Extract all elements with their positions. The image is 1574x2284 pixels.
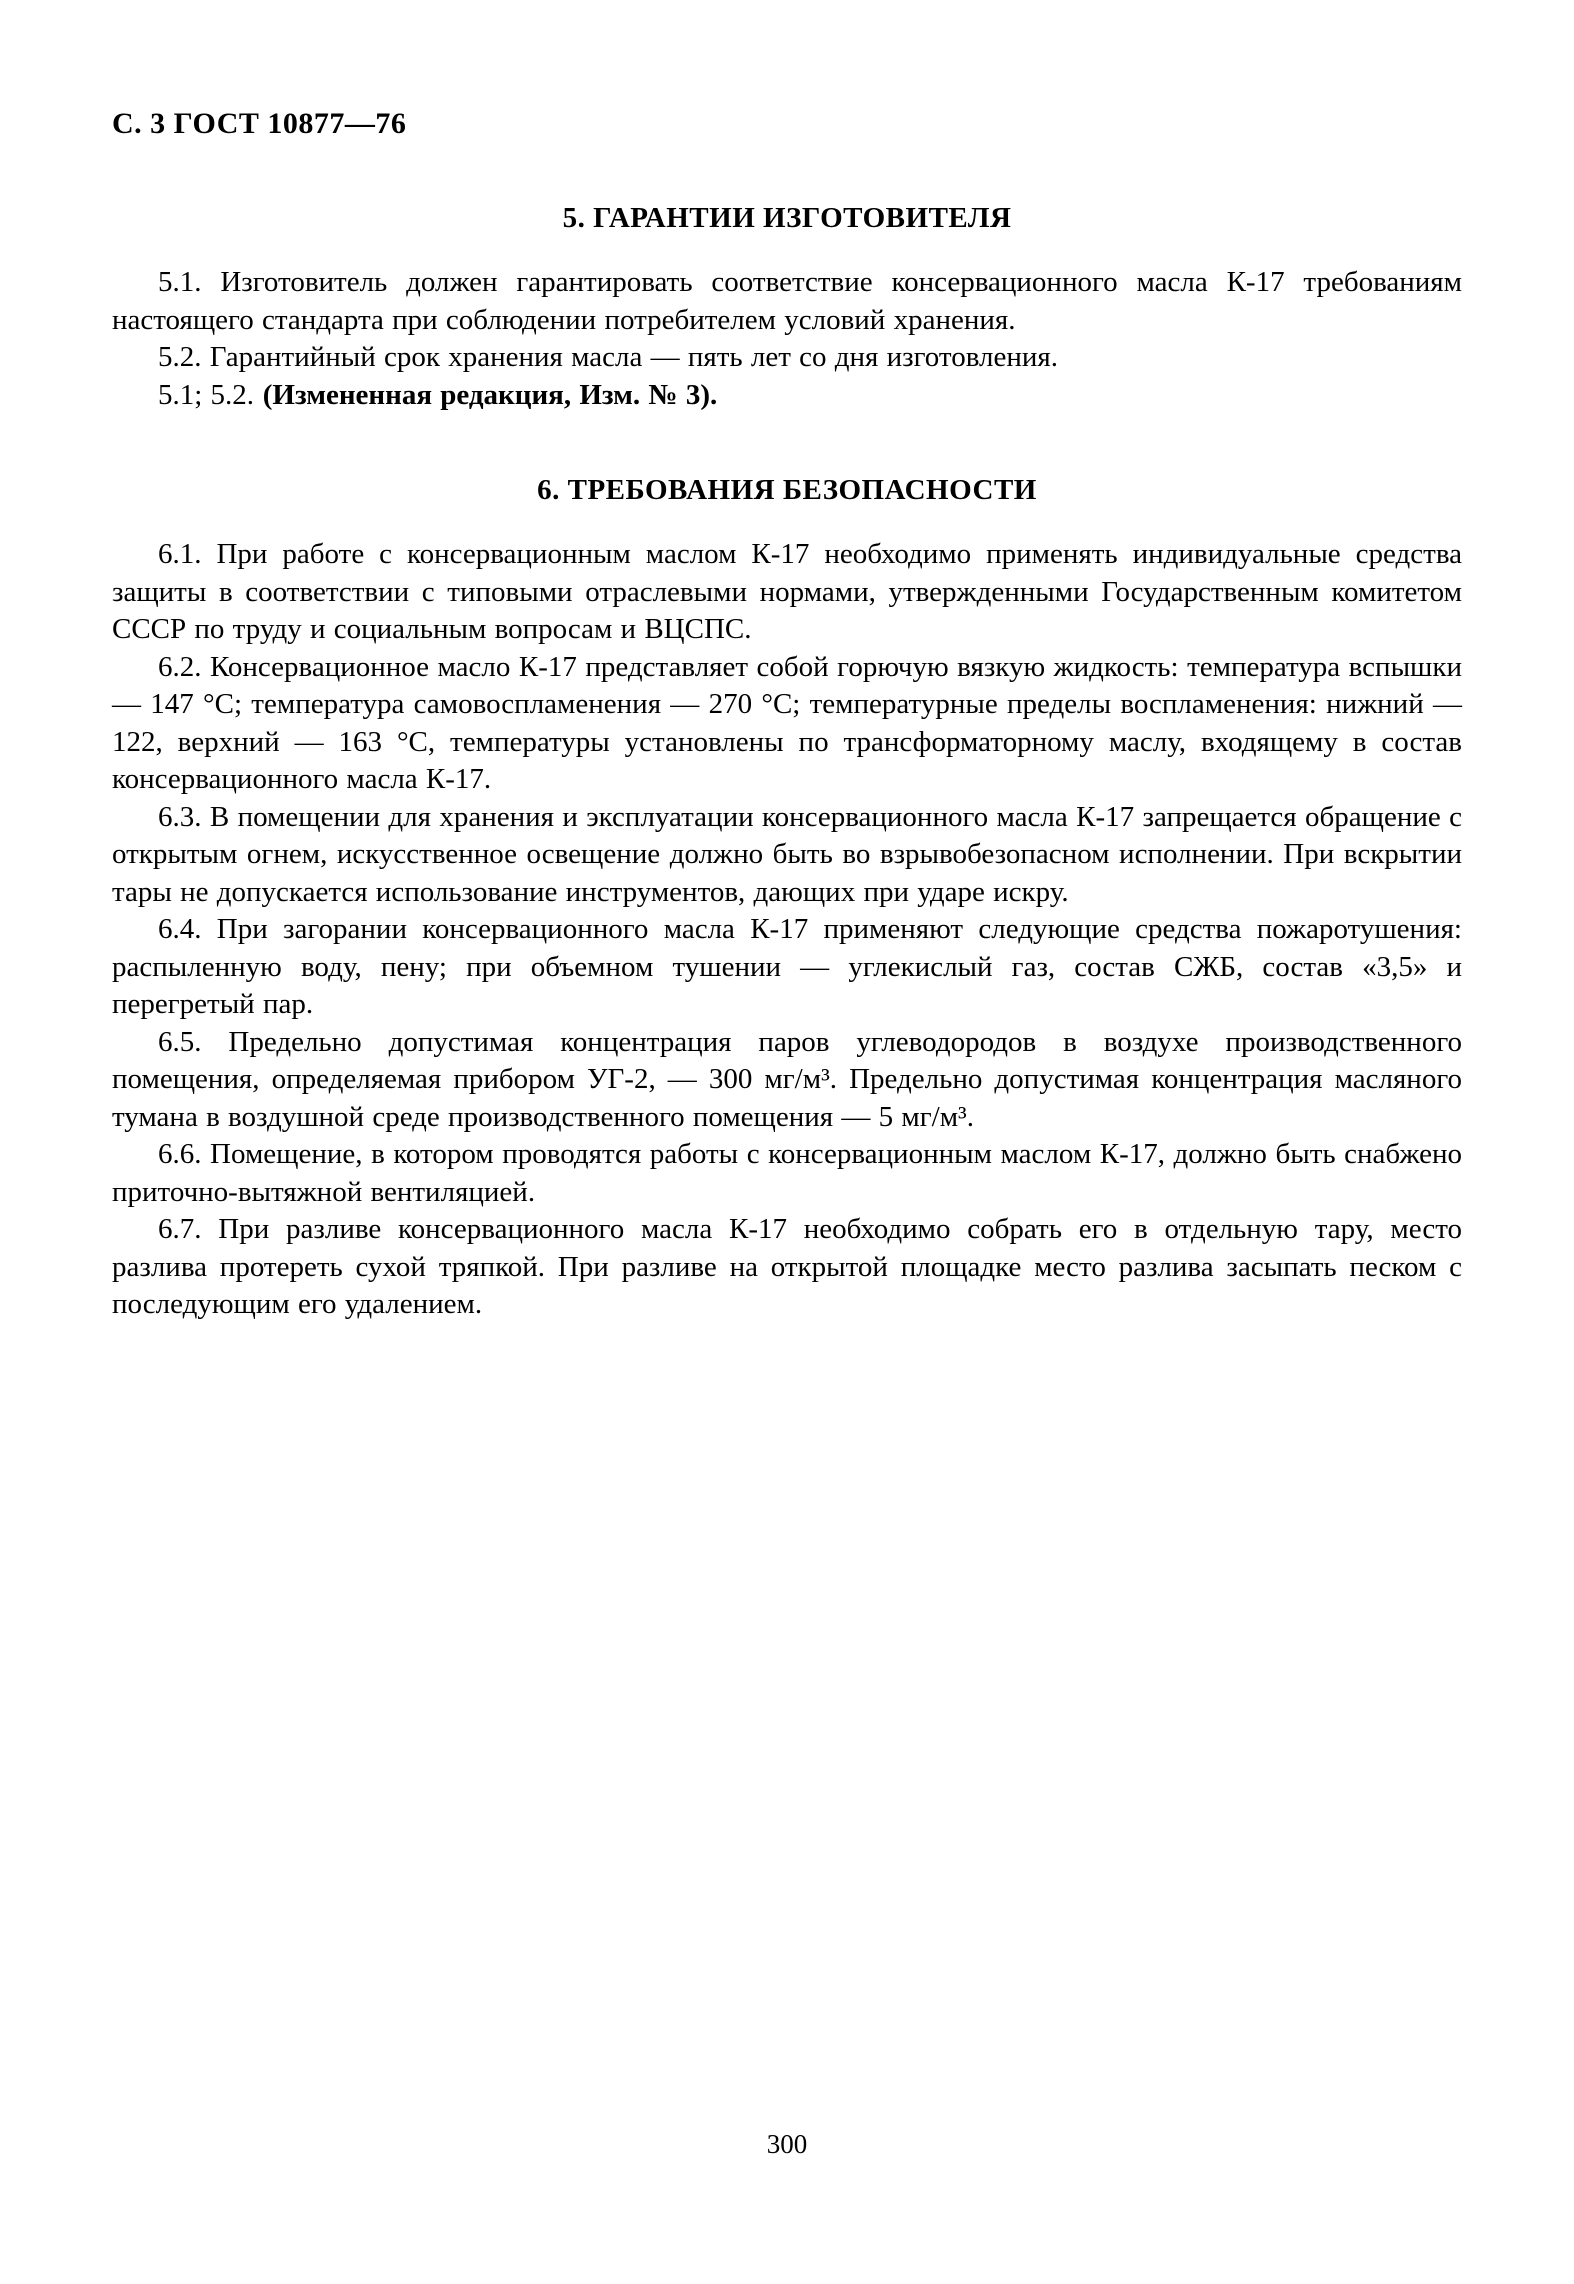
section-6-title: 6. ТРЕБОВАНИЯ БЕЗОПАСНОСТИ [537,474,1037,506]
paragraph-6-3: 6.3. В помещении для хранения и эксплуатации консервационного масла К-17 запрещается обращение с открытым огнем, искусственное освещение должно быть во взрывобезопасном исполнении. При вскрытии тары не допускается использование инструментов, дающих при ударе искру. [112,800,1462,908]
page-number: 300 [766,2129,808,2159]
paragraph-6-7: 6.7. При разливе консервационного масла К-17 необходимо собрать его в отдельную тару, место разлива протереть сухой тряпкой. При разливе на открытой площадке место разлива засыпать песком с последующим его удалением. [112,1213,1462,1320]
paragraph-5-2: 5.2. Гарантийный срок хранения масла — пять лет со дня изготовления. [158,341,1058,373]
paragraph-6-6: 6.6. Помещение, в котором проводятся работы с консервационным маслом К-17, должно быть снабжено приточно-вытяжной вентиляцией. [112,1138,1462,1208]
paragraph-6-1: 6.1. При работе с консервационным маслом К-17 необходимо применять индивидуальные средства защиты в соответствии с типовыми отраслевыми нормами, утвержденными Государственным комитетом СССР по труду и социальным вопросам и ВЦСПС. [112,538,1462,645]
paragraph-5-1: 5.1. Изготовитель должен гарантировать соответствие консервационного масла К-17 требованиям настоящего стандарта при соблюдении потребителем условий хранения. [112,266,1462,336]
amendment-note [112,377,1462,415]
paragraph-6-4: 6.4. При загорании консервационного масла К-17 применяют следующие средства пожаротушения: распыленную воду, пену; при объемном тушении — углекислый газ, состав СЖБ, состав «3,5» и перегретый пар. [112,913,1462,1020]
amendment-revision-text: (Измененная редакция, Изм. № 3). [262,378,718,411]
page-header: С. 3 ГОСТ 10877—76 [112,107,407,140]
paragraph-6-5: 6.5. Предельно допустимая концентрация паров углеводородов в воздухе производственного помещения, определяемая прибором УГ-2, — 300 мг/м³. Предельно допустимая концентрация масляного тумана в воздушной среде производственного помещения — 5 мг/м³. [112,1025,1462,1133]
section-5-title: 5. ГАРАНТИИ ИЗГОТОВИТЕЛЯ [562,202,1012,234]
amendment-clause-numbers: 5.1; 5.2. [158,378,255,411]
paragraph-6-2: 6.2. Консервационное масло К-17 представляет собой горючую вязкую жидкость: температура вспышки — 147 °С; температура самовоспламенения — 270 °С; температурные пределы воспламенения: нижний — 122, верхний — 163 °С, температуры установлены по трансформаторному маслу, входящему в состав консервационного масла К-17. [112,650,1462,795]
